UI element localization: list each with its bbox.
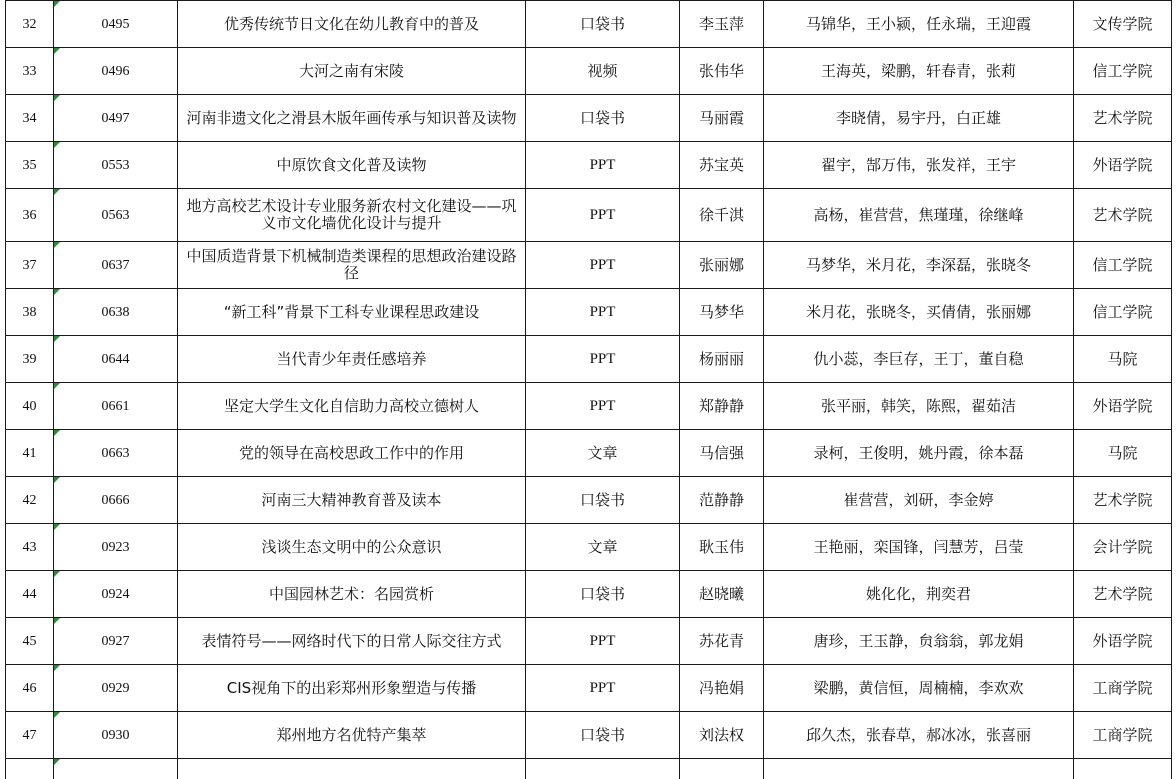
project-leader: 杨丽丽 <box>680 336 764 383</box>
project-members: 王艳丽，栾国锋，闫慧芳，吕莹 <box>764 524 1074 571</box>
project-members: 梁鹏，黄信恒，周楠楠，李欢欢 <box>764 665 1074 712</box>
project-members: 张平丽，韩笑，陈熙，翟茹洁 <box>764 383 1074 430</box>
row-number: 43 <box>6 524 54 571</box>
project-college: 马院 <box>1074 336 1172 383</box>
project-title: 河南三大精神教育普及读本 <box>178 477 526 524</box>
project-college: 艺术学院 <box>1074 189 1172 242</box>
project-leader: 马梦华 <box>680 289 764 336</box>
project-members: 翟宇，郜万伟，张发祥，王宇 <box>764 142 1074 189</box>
project-leader: 郑静静 <box>680 383 764 430</box>
table-row <box>6 665 1172 712</box>
row-number: 32 <box>6 1 54 48</box>
project-type: PPT <box>526 189 680 242</box>
table-row <box>6 189 1172 242</box>
project-title: 中国园林艺术：名园赏析 <box>178 571 526 618</box>
project-code: 0923 <box>54 524 178 571</box>
project-college: 艺术学院 <box>1074 477 1172 524</box>
project-leader: 马丽霞 <box>680 95 764 142</box>
project-table-body <box>6 1 1172 779</box>
project-members: 米月花，张晓冬，买倩倩，张丽娜 <box>764 289 1074 336</box>
project-code: 0924 <box>54 571 178 618</box>
project-code: 0661 <box>54 383 178 430</box>
project-type: PPT <box>526 383 680 430</box>
project-code: 0637 <box>54 242 178 289</box>
project-title: 河南非遗文化之滑县木版年画传承与知识普及读物 <box>178 95 526 142</box>
project-code: 0495 <box>54 1 178 48</box>
project-college: 信工学院 <box>1074 289 1172 336</box>
project-title: “新工科”背景下工科专业课程思政建设 <box>178 289 526 336</box>
table-row <box>6 1 1172 48</box>
table-row <box>6 618 1172 665</box>
project-college: 文传学院 <box>1074 1 1172 48</box>
project-members: 王海英，梁鹏，轩春青，张莉 <box>764 48 1074 95</box>
project-title: 优秀传统节日文化在幼儿教育中的普及 <box>178 1 526 48</box>
project-college: 工商学院 <box>1074 712 1172 759</box>
project-members: 录柯，王俊明，姚丹霞，徐本磊 <box>764 430 1074 477</box>
table-row <box>6 48 1172 95</box>
project-code: 0663 <box>54 430 178 477</box>
project-members: 唐珍，王玉静，贠翁翁，郭龙娟 <box>764 618 1074 665</box>
project-title: 浅谈生态文明中的公众意识 <box>178 524 526 571</box>
row-number: 44 <box>6 571 54 618</box>
project-members: 马梦华，米月花，李深磊，张晓冬 <box>764 242 1074 289</box>
project-leader: 冯艳娟 <box>680 665 764 712</box>
project-type: 文章 <box>526 524 680 571</box>
row-number: 47 <box>6 712 54 759</box>
project-members: 马锦华，王小颍，任永瑞，王迎霞 <box>764 1 1074 48</box>
project-leader: 赵晓曦 <box>680 571 764 618</box>
table-row <box>6 712 1172 759</box>
project-type: PPT <box>526 665 680 712</box>
project-college: 外语学院 <box>1074 618 1172 665</box>
project-members: 崔营营，刘研，李金婷 <box>764 477 1074 524</box>
project-title: 坚定大学生文化自信助力高校立德树人 <box>178 383 526 430</box>
project-type: PPT <box>526 289 680 336</box>
row-number: 40 <box>6 383 54 430</box>
project-leader: 张伟华 <box>680 48 764 95</box>
project-title: 当代青少年责任感培养 <box>178 336 526 383</box>
table-row <box>6 430 1172 477</box>
row-number: 34 <box>6 95 54 142</box>
project-leader: 李玉萍 <box>680 1 764 48</box>
project-members: 仇小蕊，李巨存，王丁，董自稳 <box>764 336 1074 383</box>
project-type: 口袋书 <box>526 712 680 759</box>
project-title: CIS视角下的出彩郑州形象塑造与传播 <box>178 665 526 712</box>
project-type: 口袋书 <box>526 571 680 618</box>
row-number: 33 <box>6 48 54 95</box>
project-members: 姚化化，荆奕君 <box>764 571 1074 618</box>
project-code: 0553 <box>54 142 178 189</box>
row-number: 42 <box>6 477 54 524</box>
table-row <box>6 383 1172 430</box>
project-code: 0927 <box>54 618 178 665</box>
project-college: 信工学院 <box>1074 48 1172 95</box>
project-members: 高杨，崔营营，焦瑾瑾，徐继峰 <box>764 189 1074 242</box>
project-type: PPT <box>526 142 680 189</box>
table-row <box>6 289 1172 336</box>
project-type: PPT <box>526 336 680 383</box>
project-type: 口袋书 <box>526 1 680 48</box>
project-college: 外语学院 <box>1074 142 1172 189</box>
project-code: 0496 <box>54 48 178 95</box>
project-college: 艺术学院 <box>1074 571 1172 618</box>
project-code: 0666 <box>54 477 178 524</box>
project-leader: 苏宝英 <box>680 142 764 189</box>
project-members: 邱久杰，张春草，郝冰冰，张喜丽 <box>764 712 1074 759</box>
project-leader: 徐千淇 <box>680 189 764 242</box>
table-row <box>6 571 1172 618</box>
project-title: 表情符号——网络时代下的日常人际交往方式 <box>178 618 526 665</box>
project-title: 大河之南有宋陵 <box>178 48 526 95</box>
project-college: 信工学院 <box>1074 242 1172 289</box>
row-number: 36 <box>6 189 54 242</box>
project-college: 外语学院 <box>1074 383 1172 430</box>
project-college: 艺术学院 <box>1074 95 1172 142</box>
project-code: 0929 <box>54 665 178 712</box>
table-row <box>6 142 1172 189</box>
row-number: 39 <box>6 336 54 383</box>
row-number: 45 <box>6 618 54 665</box>
project-table <box>5 0 1172 779</box>
project-title: 地方高校艺术设计专业服务新农村文化建设——巩义市文化墙优化设计与提升 <box>178 189 526 242</box>
project-code: 0930 <box>54 712 178 759</box>
project-title: 郑州地方名优特产集萃 <box>178 712 526 759</box>
table-row <box>6 95 1172 142</box>
row-number: 46 <box>6 665 54 712</box>
project-title: 中原饮食文化普及读物 <box>178 142 526 189</box>
row-number: 38 <box>6 289 54 336</box>
project-leader: 范静静 <box>680 477 764 524</box>
project-title: 中国质造背景下机械制造类课程的思想政治建设路径 <box>178 242 526 289</box>
project-code: 0497 <box>54 95 178 142</box>
project-type: 口袋书 <box>526 477 680 524</box>
project-code: 0638 <box>54 289 178 336</box>
row-number: 35 <box>6 142 54 189</box>
project-type: 文章 <box>526 430 680 477</box>
project-type: PPT <box>526 618 680 665</box>
row-number: 41 <box>6 430 54 477</box>
table-row <box>6 336 1172 383</box>
project-college: 马院 <box>1074 430 1172 477</box>
project-type: 视频 <box>526 48 680 95</box>
project-college: 工商学院 <box>1074 665 1172 712</box>
project-title: 党的领导在高校思政工作中的作用 <box>178 430 526 477</box>
table-row <box>6 242 1172 289</box>
project-leader: 马信强 <box>680 430 764 477</box>
project-code: 0644 <box>54 336 178 383</box>
project-leader: 耿玉伟 <box>680 524 764 571</box>
project-type: 口袋书 <box>526 95 680 142</box>
project-leader: 苏花青 <box>680 618 764 665</box>
project-leader: 张丽娜 <box>680 242 764 289</box>
project-code: 0563 <box>54 189 178 242</box>
project-type: PPT <box>526 242 680 289</box>
project-members: 李晓倩，易宇丹，白正雄 <box>764 95 1074 142</box>
project-leader: 刘法权 <box>680 712 764 759</box>
row-number: 37 <box>6 242 54 289</box>
table-row <box>6 477 1172 524</box>
table-row <box>6 524 1172 571</box>
project-college: 会计学院 <box>1074 524 1172 571</box>
